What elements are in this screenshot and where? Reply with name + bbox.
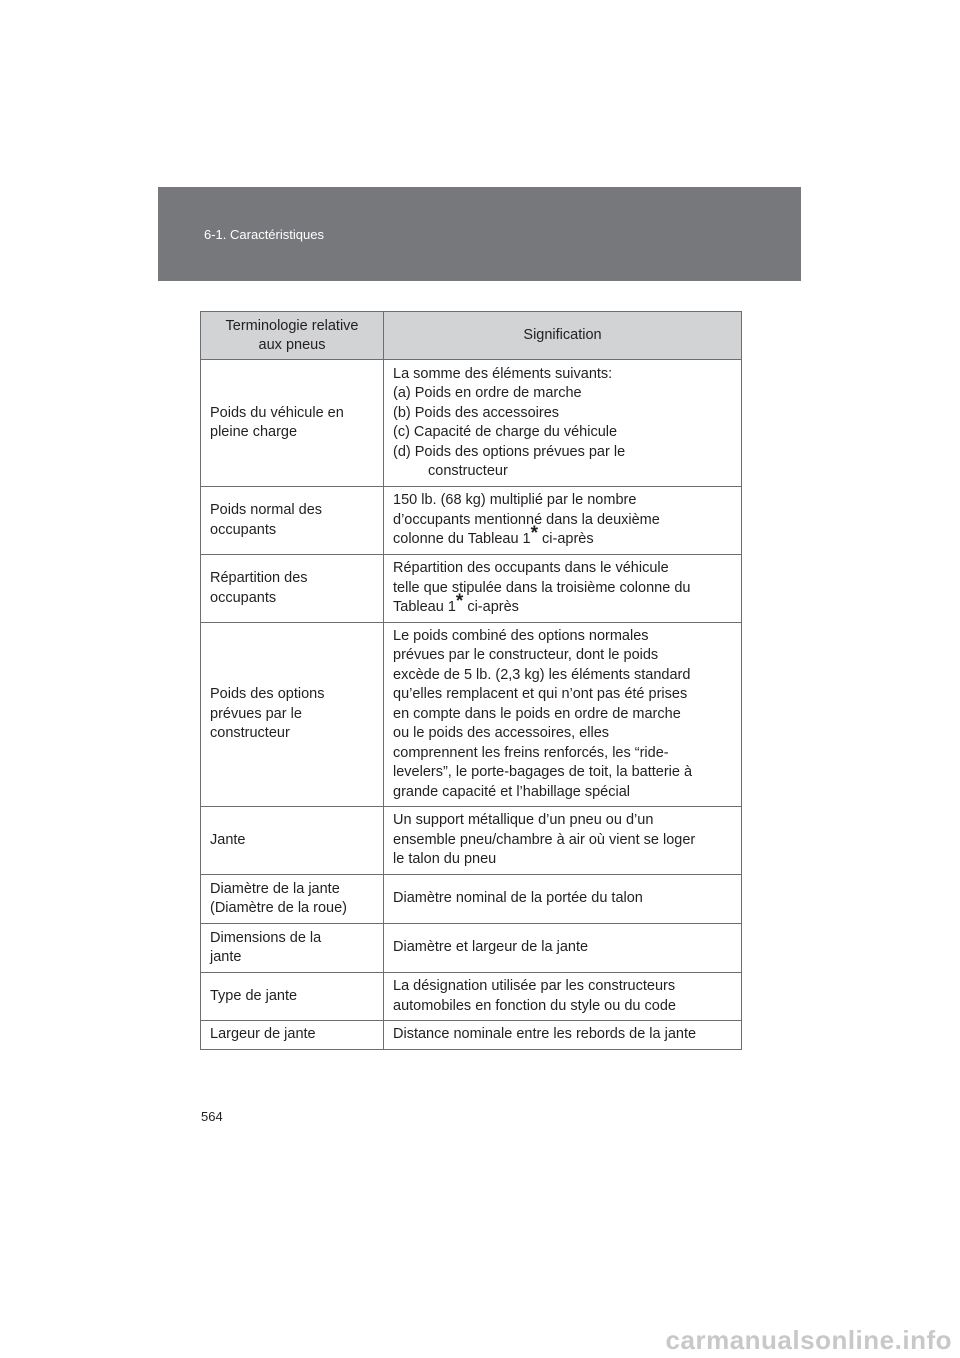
term-cell bbox=[201, 924, 384, 973]
meaning-cell bbox=[384, 1021, 742, 1050]
term-line: prévues par le bbox=[210, 705, 302, 722]
term-line: occupants bbox=[210, 589, 277, 606]
meaning-line: Distance nominale entre les rebords de la jante bbox=[393, 1026, 697, 1043]
meaning-line: levelers”, le porte-bagages de toit, la batterie à bbox=[393, 764, 693, 781]
term-line: Type de jante bbox=[210, 987, 298, 1004]
term-line: Diamètre de la jante bbox=[210, 880, 340, 897]
table-row bbox=[201, 807, 742, 875]
meaning-cell bbox=[384, 487, 742, 555]
meaning-line: 150 lb. (68 kg) multiplié par le nombre bbox=[393, 492, 637, 509]
meaning-line: La somme des éléments suivants: bbox=[393, 365, 613, 382]
meaning-line: automobiles en fonction du style ou du code bbox=[393, 997, 676, 1014]
meaning-cell bbox=[384, 807, 742, 875]
meaning-cell bbox=[384, 555, 742, 623]
term-line: Jante bbox=[210, 831, 246, 848]
table-row bbox=[201, 623, 742, 807]
site-watermark: carmanualsonline.info bbox=[665, 1325, 952, 1355]
column-header-meaning bbox=[384, 312, 742, 360]
header-line: Terminologie relative bbox=[225, 317, 359, 334]
meaning-line: Diamètre nominal de la portée du talon bbox=[393, 890, 643, 907]
term-line: Poids des options bbox=[210, 686, 325, 703]
meaning-line: Un support métallique d’un pneu ou d’un bbox=[393, 812, 654, 829]
term-line: Largeur de jante bbox=[210, 1026, 316, 1043]
term-cell bbox=[201, 487, 384, 555]
meaning-line: Diamètre et largeur de la jante bbox=[393, 939, 589, 956]
term-line: Poids normal des bbox=[210, 502, 323, 518]
meaning-line: telle que stipulée dans la troisième colonne du bbox=[393, 579, 691, 596]
meaning-text: colonne du Tableau 1 bbox=[393, 531, 531, 548]
term-line: pleine charge bbox=[210, 424, 298, 440]
term-line: constructeur bbox=[210, 725, 290, 742]
term-line: occupants bbox=[210, 521, 277, 538]
meaning-line: ensemble pneu/chambre à air où vient se loger bbox=[393, 831, 696, 848]
page-number: 564 bbox=[201, 1109, 223, 1124]
meaning-line: excède de 5 lb. (2,3 kg) les éléments standard bbox=[393, 666, 691, 683]
table-row bbox=[201, 973, 742, 1021]
header-line: aux pneus bbox=[258, 336, 326, 353]
section-header-band bbox=[158, 187, 801, 281]
table-row bbox=[201, 555, 742, 623]
table-row bbox=[201, 924, 742, 973]
tire-terminology-table bbox=[200, 311, 742, 1050]
meaning-line-indented: constructeur bbox=[428, 463, 508, 479]
table-header-row bbox=[201, 312, 742, 360]
term-cell bbox=[201, 623, 384, 807]
meaning-text: ci-après bbox=[538, 531, 594, 548]
meaning-line bbox=[393, 591, 741, 618]
meaning-line: (c) Capacité de charge du véhicule bbox=[393, 424, 618, 440]
term-line: (Diamètre de la roue) bbox=[210, 900, 347, 916]
term-line: Poids du véhicule en bbox=[210, 404, 344, 421]
meaning-line: en compte dans le poids en ordre de marche bbox=[393, 705, 681, 722]
table-row bbox=[201, 360, 742, 487]
footnote-star: * bbox=[530, 523, 539, 545]
meaning-cell bbox=[384, 924, 742, 973]
term-cell bbox=[201, 1021, 384, 1050]
table-row bbox=[201, 487, 742, 555]
header-line: Signification bbox=[523, 327, 602, 343]
meaning-line: (d) Poids des options prévues par le bbox=[393, 443, 626, 460]
meaning-line: (a) Poids en ordre de marche bbox=[393, 385, 582, 401]
footnote-star: * bbox=[455, 591, 464, 613]
meaning-cell bbox=[384, 875, 742, 924]
meaning-line: Répartition des occupants dans le véhicule bbox=[393, 560, 669, 577]
term-cell bbox=[201, 973, 384, 1021]
term-line: jante bbox=[210, 949, 242, 965]
meaning-text: ci-après bbox=[463, 599, 519, 616]
meaning-line: prévues par le constructeur, dont le poids bbox=[393, 647, 659, 664]
meaning-line: grande capacité et l’habillage spécial bbox=[393, 783, 630, 800]
term-line: Répartition des bbox=[210, 570, 308, 586]
term-cell bbox=[201, 555, 384, 623]
meaning-cell bbox=[384, 623, 742, 807]
term-cell bbox=[201, 360, 384, 487]
meaning-cell bbox=[384, 973, 742, 1021]
term-line: Dimensions de la bbox=[210, 929, 322, 946]
meaning-line: Le poids combiné des options normales bbox=[393, 627, 649, 644]
meaning-line bbox=[393, 523, 741, 550]
term-cell bbox=[201, 875, 384, 924]
meaning-line: d’occupants mentionné dans la deuxième bbox=[393, 511, 660, 528]
column-header-term bbox=[201, 312, 384, 360]
meaning-line: le talon du pneu bbox=[393, 851, 497, 868]
table-row bbox=[201, 875, 742, 924]
section-title: 6-1. Caractéristiques bbox=[204, 227, 324, 242]
term-cell bbox=[201, 807, 384, 875]
meaning-line: comprennent les freins renforcés, les “ride- bbox=[393, 744, 669, 761]
meaning-text: Tableau 1 bbox=[393, 599, 456, 616]
meaning-line: (b) Poids des accessoires bbox=[393, 404, 560, 421]
meaning-line: La désignation utilisée par les constructeurs bbox=[393, 978, 676, 994]
meaning-line: qu’elles remplacent et qui n’ont pas été prises bbox=[393, 686, 688, 703]
table-row bbox=[201, 1021, 742, 1050]
meaning-line: ou le poids des accessoires, elles bbox=[393, 725, 610, 742]
meaning-cell bbox=[384, 360, 742, 487]
